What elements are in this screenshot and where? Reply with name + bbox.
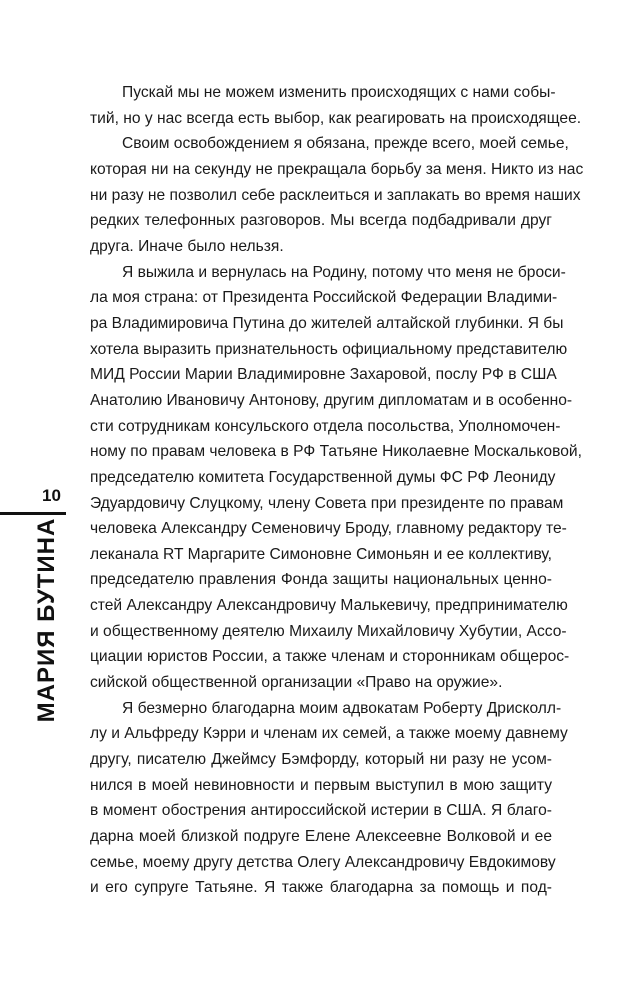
text-line: и общественному деятелю Михаилу Михайловичу Хубутии, Ассо-	[90, 622, 567, 640]
text-line: сти сотрудникам консульского отдела посольства, Уполномочен-	[90, 417, 561, 435]
side-rule-divider	[0, 512, 66, 515]
text-line: лу и Альфреду Кэрри и членам их семей, а также моему давнему	[90, 725, 568, 743]
text-line: Эдуардовичу Слуцкому, члену Совета при президенте по правам	[90, 494, 564, 512]
text-line: Я безмерно благодарна моим адвокатам Роберту Дрисколл-	[122, 699, 562, 717]
text-line: семье, моему другу детства Олегу Александровичу Евдокимову	[90, 853, 556, 871]
text-line: дарна моей близкой подруге Елене Алексеевне Волковой и ее	[90, 828, 552, 846]
running-head	[27, 517, 67, 722]
text-line: председателю правления Фонда защиты национальных ценно-	[90, 571, 552, 589]
text-line: циации юристов России, а также членам и сторонникам общерос-	[90, 648, 570, 666]
text-line: ра Владимировича Путина до жителей алтайской глубинки. Я бы	[90, 314, 564, 332]
running-head-author: МАРИЯ БУТИНА	[33, 517, 60, 722]
text-line: в момент обострения антироссийской истерии в США. Я благо-	[90, 802, 552, 820]
text-line: редких телефонных разговоров. Мы всегда подбадривали друг	[90, 212, 552, 230]
text-line: стей Александру Александровичу Малькевичу, предпринимателю	[90, 597, 568, 615]
text-line: Анатолию Ивановичу Антонову, другим дипломатам и в особенно-	[90, 391, 573, 409]
text-line: нился в моей невиновности и первым выступил в мою защиту	[90, 776, 552, 794]
text-line: которая ни на секунду не прекращала борьбу за меня. Никто из нас	[90, 160, 584, 178]
body-text	[90, 80, 584, 901]
page-number: 10	[42, 486, 61, 505]
text-line: другу, писателю Джеймсу Бэмфорду, который ни разу не усом-	[90, 751, 552, 769]
text-line: Своим освобождением я обязана, прежде всего, моей семье,	[122, 135, 569, 153]
text-line: ному по правам человека в РФ Татьяне Николаевне Москальковой,	[90, 443, 582, 461]
text-line: ни разу не позволил себе расклеиться и заплакать во время наших	[90, 186, 581, 204]
text-line: МИД России Марии Владимировне Захаровой, послу РФ в США	[90, 366, 557, 384]
text-line: хотела выразить признательность официальному представителю	[90, 340, 568, 358]
text-line: сийской общественной организации «Право на оружие».	[90, 674, 503, 692]
text-line: председателю комитета Государственной думы ФС РФ Леониду	[90, 468, 556, 486]
text-line: Пускай мы не можем изменить происходящих с нами собы-	[122, 84, 556, 101]
text-line: человека Александру Семеновичу Броду, главному редактору те-	[90, 520, 567, 538]
text-line: Я выжила и вернулась на Родину, потому что меня не броси-	[122, 263, 566, 281]
text-line: тий, но у нас всегда есть выбор, как реагировать на происходящее.	[90, 109, 582, 127]
text-line: ла моя страна: от Президента Российской Федерации Владими-	[90, 289, 558, 307]
text-line: леканала RT Маргарите Симоновне Симоньян и ее коллективу,	[90, 545, 552, 563]
text-line: друга. Иначе было нельзя.	[90, 237, 284, 255]
text-line: и его супруге Татьяне. Я также благодарна за помощь и под-	[90, 879, 552, 897]
